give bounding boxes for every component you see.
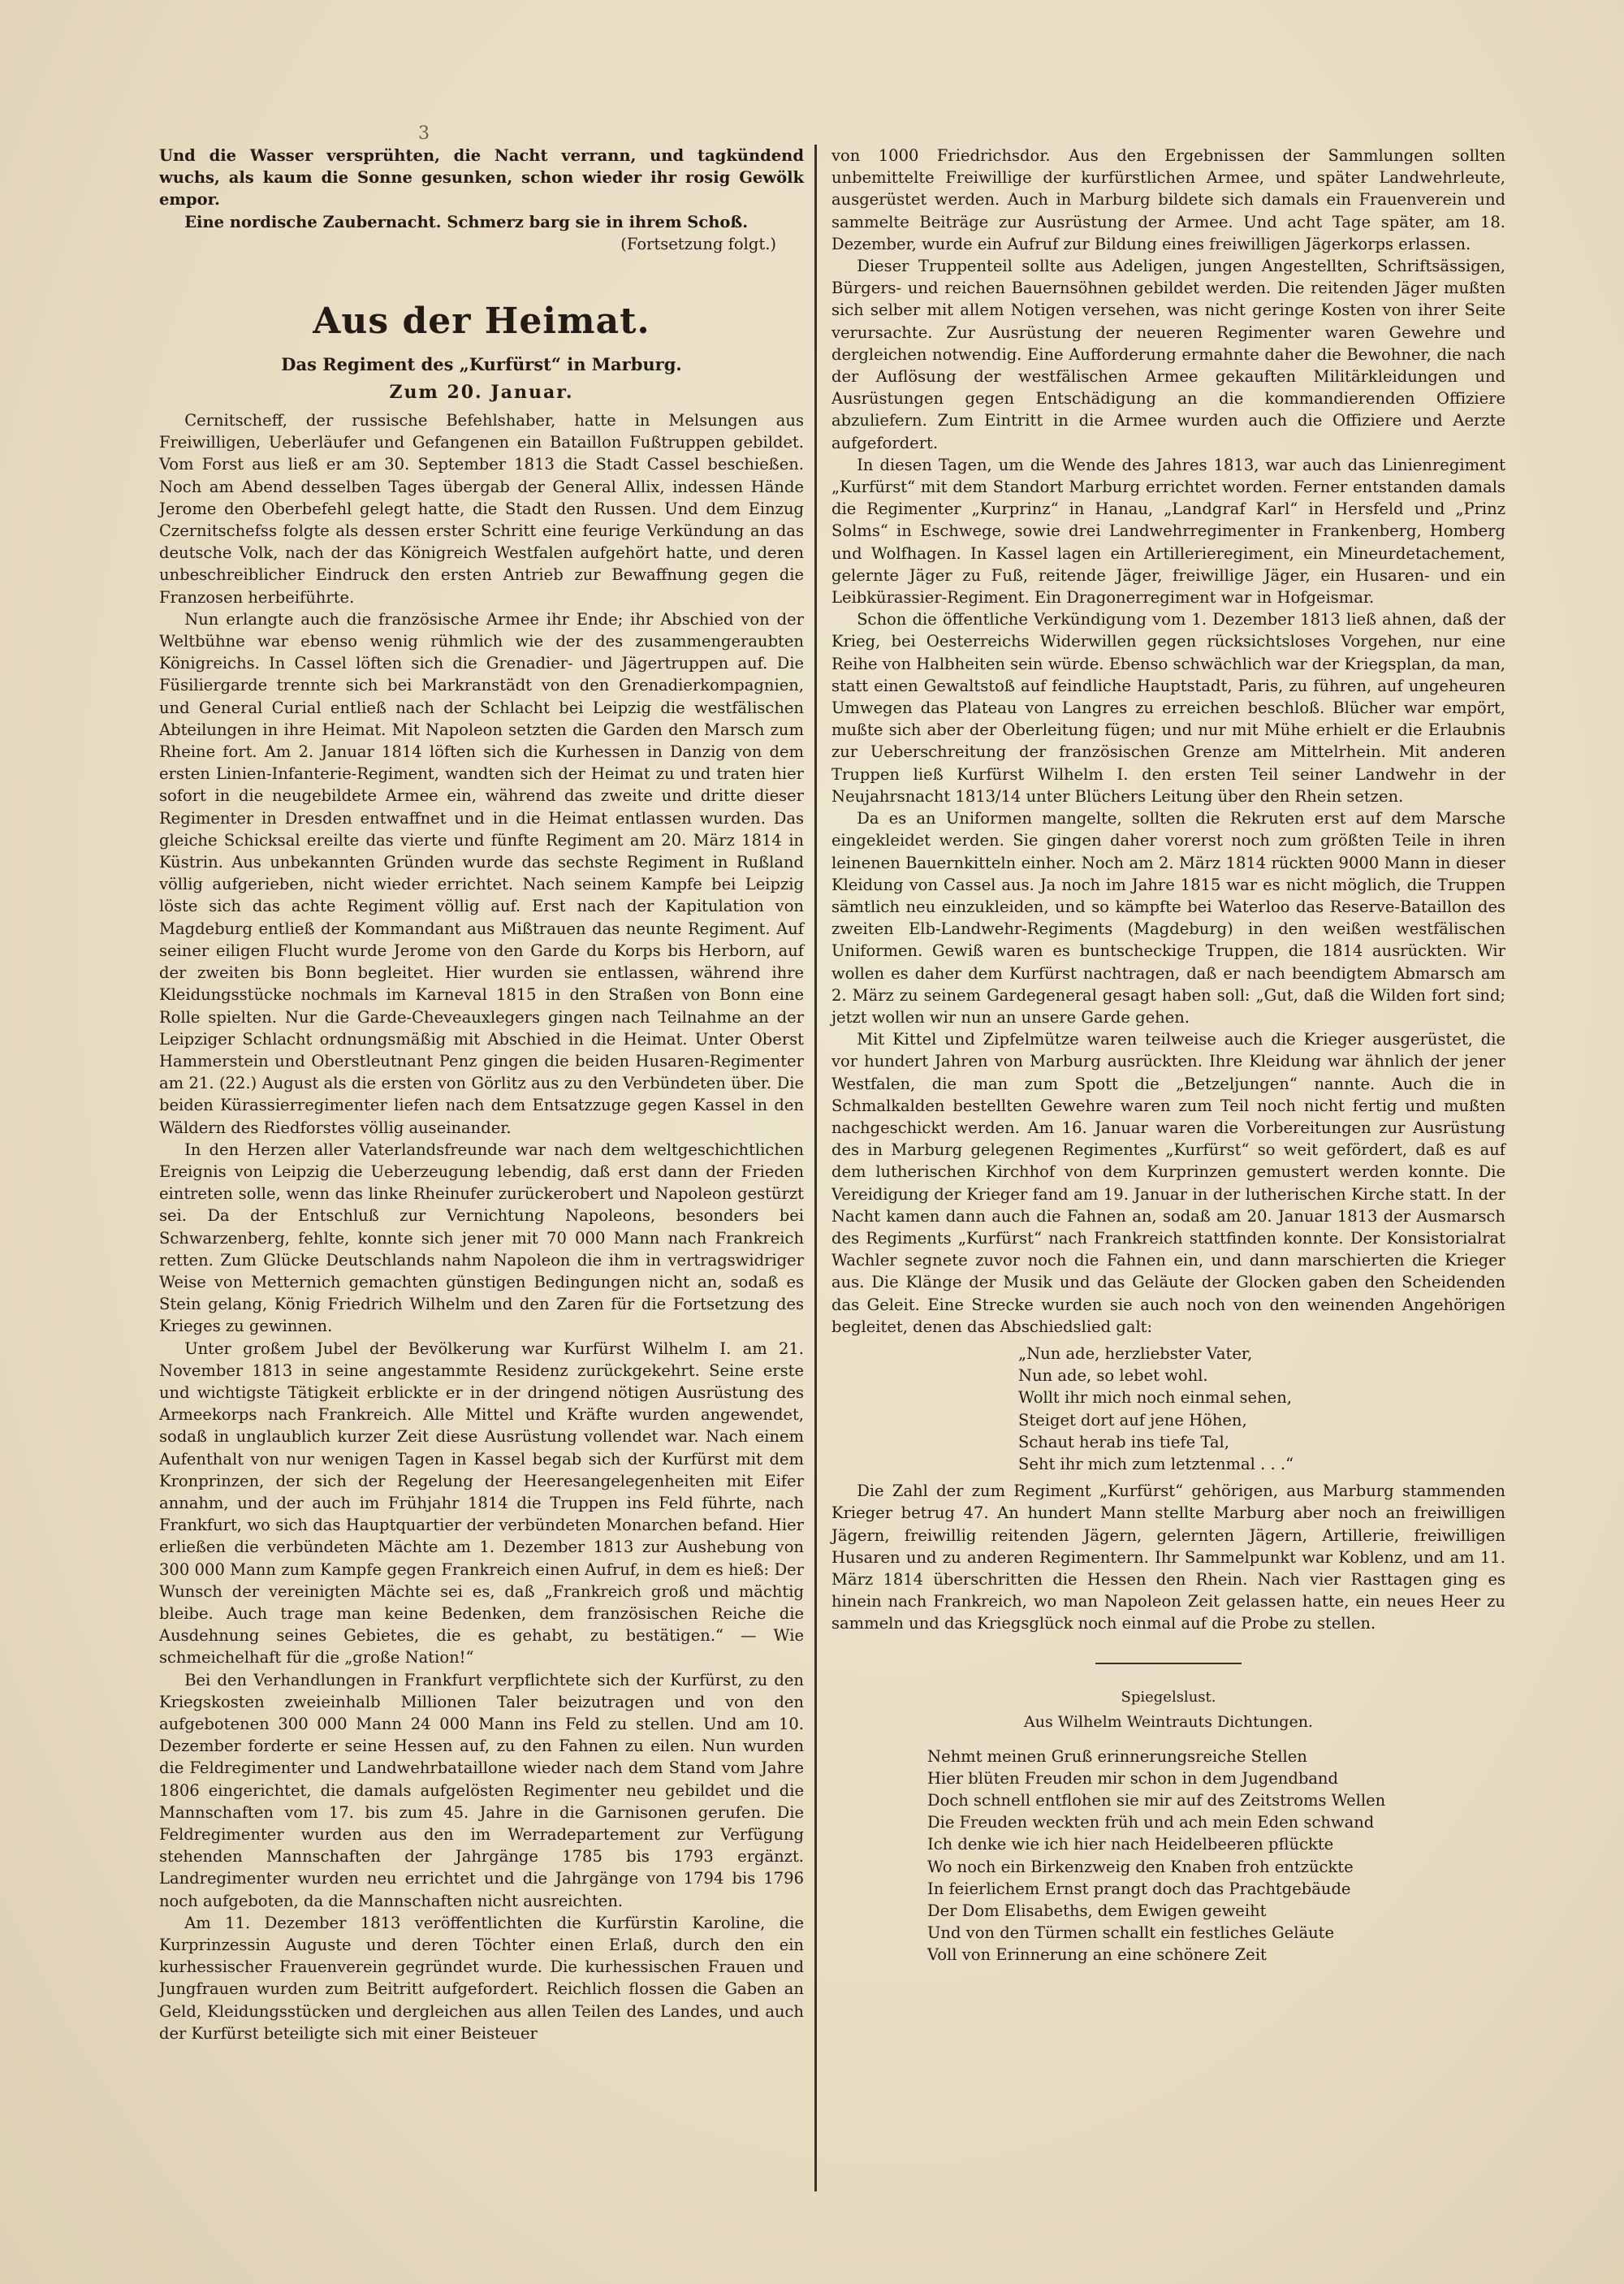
article-paragraph: In den Herzen aller Vaterlandsfreunde war nach dem weltgeschichtlichen Ereignis von Leipzig die Ueberzeugung lebendig, daß erst dann der Frieden eintreten solle, wenn das linke Rheinufer zurückerobert und Napoleon gestürzt sei. Da der Entschluß zur Vernichtung Napoleons, besonders bei Schwarzenberg, fehlte, konnte sich jener mit 70 000 Mann nach Frankreich retten. Zum Glücke Deutschlands nahm Napoleon die ihm in vertragswidriger Weise von Metternich gemachten günstigen Bedingungen nicht an, sodaß es Stein gelang, König Friedrich Wilhelm und den Zaren für die Fortsetzung des Krieges zu gewinnen. [159,1140,804,1336]
poem-line: Schaut herab ins tiefe Tal, [1018,1432,1229,1451]
article-paragraph: Schon die öffentliche Verkündigung vom 1. Dezember 1813 ließ ahnen, daß der Krieg, bei Oesterreichs Widerwillen gegen rücksichtsloses Vorgehen, nur eine Reihe von Halbheiten sein würde. Ebenso schwächlich war der Kriegsplan, da man, statt einen Gewaltstoß auf feindliche Hauptstadt, Paris, zu führen, auf ungeheuren Umwegen das Plateau von Langres zu erreichen beschloß. Blücher war empört, mußte sich aber der Oberleitung fügen; und nur mit Mühe erhielt er die Erlaubnis zur Ueberschreitung der französischen Grenze am Mittelrhein. Mit anderen Truppen ließ Kurfürst Wilhelm I. den ersten Teil seiner Landwehr in der Neujahrsnacht 1813/14 unter Blüchers Leitung über den Rhein setzen. [831,610,1505,806]
poem-line: Hier blüten Freuden mir schon in dem Jugendband [927,1768,1338,1788]
article-paragraph: Die Zahl der zum Regiment „Kurfürst“ gehörigen, aus Marburg stammenden Krieger betrug 47. An hundert Mann stellte Marburg aber noch an freiwilligen Jägern, freiwillig reitenden Jägern, gelernten Jägern, Artillerie, freiwilligen Husaren und zu anderen Regimentern. Ihr Sammelpunkt war Koblenz, und am 11. März 1814 überschritten die Hessen den Rhein. Nach vier Rasttagen ging es hinein nach Frankreich, wo man Napoleon Zeit gelassen hatte, ein neues Heer zu sammeln und das Kriegsglück noch einmal auf die Probe zu stellen. [831,1482,1505,1633]
poem-line: „Nun ade, herzliebster Vater, [1018,1343,1253,1363]
page-mark: 3 [418,123,430,144]
poem-line: Voll von Erinnerung an eine schönere Zeit [927,1945,1267,1965]
poem-line: Nun ade, so lebet wohl. [1018,1366,1208,1386]
article-paragraph: Cernitscheff, der russische Befehlshaber, hatte in Melsungen aus Freiwilligen, Ueberläufer und Gefangenen ein Bataillon Fußtruppen gebildet. Vom Forst aus ließ er am 30. September 1813 die Stadt Cassel beschießen. Noch am Abend desselben Tages übergab der General Allix, indessen Hände Jerome den Oberbefehl gelegt hatte, die Stadt den Russen. Und dem Einzug Czernitschefss folgte als dessen erster Schritt eine feurige Verkündung an das deutsche Volk, nach der das Königreich Westfalen aufgehört hatte, und deren unbeschreiblicher Eindruck den ersten Antrieb zur Bewaffnung gegen die Franzosen herbeiführte. [159,411,804,607]
poem-line: Wo noch ein Birkenzweig den Knaben froh entzückte [927,1857,1354,1876]
right-column [831,145,1505,1966]
article-paragraph: Am 11. Dezember 1813 veröffentlichten die Kurfürstin Karoline, die Kurprinzessin Auguste und deren Töchter einen Erlaß, durch den ein kurhessischer Frauenverein gegründet wurde. Die kurhessischen Frauen und Jungfrauen wurden zum Beitritt aufgefordert. Reichlich flossen die Gaben an Geld, Kleidungsstücken und dergleichen aus allen Teilen des Landes, und auch der Kurfürst beteiligte sich mit einer Beisteuer [159,1913,804,2043]
article-paragraph: Da es an Uniformen mangelte, sollten die Rekruten erst auf dem Marsche eingekleidet werden. Sie gingen daher vorerst noch zum größten Teile in ihren leinenen Bauernkitteln einher. Noch am 2. März 1814 rückten 9000 Mann in dieser Kleidung von Cassel aus. Ja noch im Jahre 1815 war es nicht möglich, die Truppen sämtlich neu einzukleiden, und so kämpfte bei Waterloo das Reserve-Bataillon des zweiten Elb-Landwehr-Regiments (Magdeburg) in den weißen westfälischen Uniformen. Gewiß waren es buntscheckige Truppen, die 1814 ausrückten. Wir wollen es daher dem Kurfürst nachtragen, daß er nach beendigtem Abmarsch am 2. März zu seinem Gardegeneral gesagt haben soll: „Gut, daß die Wilden fort sind; jetzt wollen wir nun an unsere Garde gehen. [831,809,1505,1027]
poem-source: Aus Wilhelm Weintrauts Dichtungen. [1024,1712,1313,1731]
article-title: Das Regiment des „Kurfürst“ in Marburg. [281,354,682,375]
poem-line: In feierlichem Ernst prangt doch das Prachtgebäude [927,1879,1351,1898]
story-ending: Und die Wasser versprühten, die Nacht verrann, und tagkündend wuchs, als kaum die Sonne gesunken, schon wieder ihr rosig Gewölk empor. [159,146,804,210]
article-date: Zum 20. Januar. [389,382,574,404]
column-divider [814,145,817,2191]
article-paragraph: Nun erlangte auch die französische Armee ihr Ende; ihr Abschied von der Weltbühne war ebenso wenig rühmlich wie der des zusammengeraubten Königreichs. In Cassel löften sich die Grenadier- und Jägertruppen auf. Die Füsiliergarde trennte sich bei Markranstädt von den Grenadierkompagnien, und General Curial entließ nach der Schlacht bei Leipzig die westfälischen Abteilungen in ihre Heimat. Mit Napoleon setzten die Garden den Marsch zum Rheine fort. Am 2. Januar 1814 löften sich die Kurhessen in Danzig von dem ersten Linien-Infanterie-Regiment, wandten sich der Heimat zu und traten hier sofort in die neugebildete Armee ein, während das zweite und dritte dieser Regimenter in Dresden entwaffnet und in die Heimat entlassen wurden. Das gleiche Schicksal ereilte das vierte und fünfte Regiment am 20. März 1814 in Küstrin. Aus unbekannten Gründen wurde das sechste Regiment in Rußland völlig aufgerieben, nicht wieder errichtet. Nach seinem Kampfe bei Leipzig löste sich das achte Regiment völlig auf. Erst nach der Kapitulation von Magdeburg entließ der Kommandant aus Mißtrauen das neunte Regiment. Auf seiner eiligen Flucht wurde Jerome von den Garde du Korps bis Herborn, auf der zweiten bis Bonn begleitet. Hier wurden sie entlassen, während ihre Kleidungsstücke nochmals im Karneval 1815 in den Straßen von Bonn eine Rolle spielten. Nur die Garde-Cheveauxlegers gingen nach Teilnahme an der Leipziger Schlacht ordnungsmäßig mit Abschied in die Heimat. Unter Oberst Hammerstein und Oberstleutnant Penz gingen die beiden Husaren-Regimenter am 21. (22.) August als die ersten von Görlitz aus zu den Verbündeten über. Die beiden Kürassierregimenter liefen nach dem Entsatzzuge gegen Kassel in den Wäldern des Riedforstes völlig auseinander. [159,609,804,1137]
article-paragraph: Dieser Truppenteil sollte aus Adeligen, jungen Angestellten, Schriftsässigen, Bürgers- und reichen Bauernsöhnen gebildet werden. Die reitenden Jäger mußten sich selber mit allem Notigen versehen, was nicht geringe Kosten von ihrer Seite verursachte. Zur Ausrüstung der neueren Regimenter waren Gewehre und dergleichen notwendig. Eine Aufforderung ermahnte daher die Bewohner, die nach der Auflösung der westfälischen Armee gekauften Militärkleidungen und Ausrüstungen gegen Entschädigung an die kommandierenden Offiziere abzuliefern. Zum Eintritt in die Armee wurden auch die Offiziere und Aerzte aufgefordert. [831,257,1505,452]
section-heading: Aus der Heimat. [313,301,650,343]
continuation-note: (Fortsetzung folgt.) [620,234,776,253]
spiegelslust-poem [927,1745,1505,1966]
poem-line: Wollt ihr mich noch einmal sehen, [1018,1388,1292,1408]
poem-line: Der Dom Elisabeths, dem Ewigen geweiht [927,1901,1267,1921]
article-paragraph: In diesen Tagen, um die Wende des Jahres 1813, war auch das Linienregiment „Kurfürst“ mit dem Standort Marburg errichtet worden. Ferner entstanden damals die Regimenter „Kurprinz“ in Hanau, „Landgraf Karl“ in Hersfeld und „Prinz Solms“ in Eschwege, sowie drei Landwehrregimenter in Frankenberg, Homberg und Wolfhagen. In Kassel lagen ein Artillerieregiment, ein Mineurdetachement, gelernte Jäger zu Fuß, reitende Jäger, freiwillige Jäger, ein Husaren- und ein Leibkürassier-Regiment. Ein Dragonerregiment war in Hofgeismar. [831,455,1505,608]
poem-line: Steiget dort auf jene Höhen, [1018,1410,1247,1430]
section-rule [1095,1663,1242,1664]
article-paragraph: Bei den Verhandlungen in Frankfurt verpflichtete sich der Kurfürst, zu den Kriegskosten zweieinhalb Millionen Taler beizutragen und von den aufgebotenen 300 000 Mann 24 000 Mann ins Feld zu stellen. Und am 10. Dezember forderte er seine Hessen auf, zu den Fahnen zu eilen. Nun wurden die Feldregimenter und Landwehrbataillone wieder nach dem Stand vom Jahre 1806 eingerichtet, die damals aufgelösten Regimenter neu gebildet und die Mannschaften vom 17. bis zum 45. Jahre in die Garnisonen gerufen. Die Feldregimenter wurden aus den im Werradepartement zur Verfügung stehenden Mannschaften der Jahrgänge 1785 bis 1793 ergänzt. Landregimenter wurden neu errichtet und die Jahrgänge von 1794 bis 1796 noch aufgeboten, da die Mannschaften nicht ausreichten. [159,1670,804,1910]
article-paragraph: von 1000 Friedrichsdor. Aus den Ergebnissen der Sammlungen sollten unbemittelte Freiwillige der kurfürstlichen Armee, und später Landwehrleute, ausgerüstet werden. Auch in Marburg bildete sich damals ein Frauenverein und sammelte Beiträge zur Ausrüstung der Armee. Und acht Tage später, am 18. Dezember, wurde ein Aufruf zur Bildung eines freiwilligen Jägerkorps erlassen. [831,146,1505,253]
article-paragraph: Mit Kittel und Zipfelmütze waren teilweise auch die Krieger ausgerüstet, die vor hundert Jahren von Marburg ausrückten. Ihre Kleidung war ähnlich der jener Westfalen, die man zum Spott die „Betzeljungen“ nannte. Auch die in Schmalkalden bestellten Gewehre waren zum Teil noch nicht fertig und mußten nachgeschickt werden. Am 16. Januar waren die Vorbereitungen zur Ausrüstung des in Marburg gelegenen Regimentes „Kurfürst“ so weit gefördert, daß es auf dem lutherischen Kirchhof von dem Kurprinzen gemustert werden konnte. Die Vereidigung der Krieger fand am 19. Januar in der lutherischen Kirche statt. In der Nacht kamen dann auch die Fahnen an, sodaß am 20. Januar 1813 der Ausmarsch des Regiments „Kurfürst“ nach Frankreich stattfinden konnte. Der Konsistorialrat Wachler segnete zuvor noch die Fahnen ein, und dann marschierten die Krieger aus. Die Klänge der Musik und das Geläute der Glocken gaben den Scheidenden das Geleit. Eine Strecke wurden sie auch noch von den weinenden Angehörigen begleitet, denen das Abschiedslied galt: [831,1030,1505,1336]
left-column [159,145,804,2044]
poem-title: Spiegelslust. [1121,1688,1216,1706]
poem-line: Seht ihr mich zum letztenmal . . .“ [1018,1454,1294,1473]
poem-line: Und von den Türmen schallt ein festliches Geläute [927,1923,1335,1943]
poem-line: Ich denke wie ich hier nach Heidelbeeren pflückte [927,1835,1334,1854]
poem-line: Nehmt meinen Gruß erinnerungsreiche Stellen [927,1746,1307,1766]
poem-line: Doch schnell entflohen sie mir auf des Zeitstroms Wellen [927,1791,1386,1810]
farewell-song [1018,1343,1505,1475]
story-ending-line: Eine nordische Zaubernacht. Schmerz barg sie in ihrem Schoß. [184,212,749,231]
poem-line: Die Freuden weckten früh und ach mein Eden schwand [927,1813,1375,1832]
article-paragraph: Unter großem Jubel der Bevölkerung war Kurfürst Wilhelm I. am 21. November 1813 in seine angestammte Residenz zurückgekehrt. Seine erste und wichtigste Tätigkeit erblickte er in der dringend nötigen Ausrüstung des Armeekorps nach Frankreich. Alle Mittel und Kräfte wurden angewendet, sodaß in unglaublich kurzer Zeit diese Ausrüstung vollendet war. Nach einem Aufenthalt von nur wenigen Tagen in Kassel begab sich der Kurfürst mit dem Kronprinzen, der sich der Regelung der Heeresangelegenheiten mit Eifer annahm, und der auch im Frühjahr 1814 die Truppen ins Feld führte, nach Frankfurt, wo sich das Hauptquartier der verbündeten Monarchen befand. Hier erließen die verbündeten Mächte am 1. Dezember 1813 zur Aushebung von 300 000 Mann zum Kampfe gegen Frankreich einen Aufruf, in dem es hieß: Der Wunsch der vereinigten Mächte sei es, daß „Frankreich groß und mächtig bleibe. Auch trage man keine Bedenken, dem französischen Reiche die Ausdehnung seines Gebietes, die es gehabt, zu bestätigen.“ — Wie schmeichelhaft für die „große Nation!“ [159,1339,804,1668]
